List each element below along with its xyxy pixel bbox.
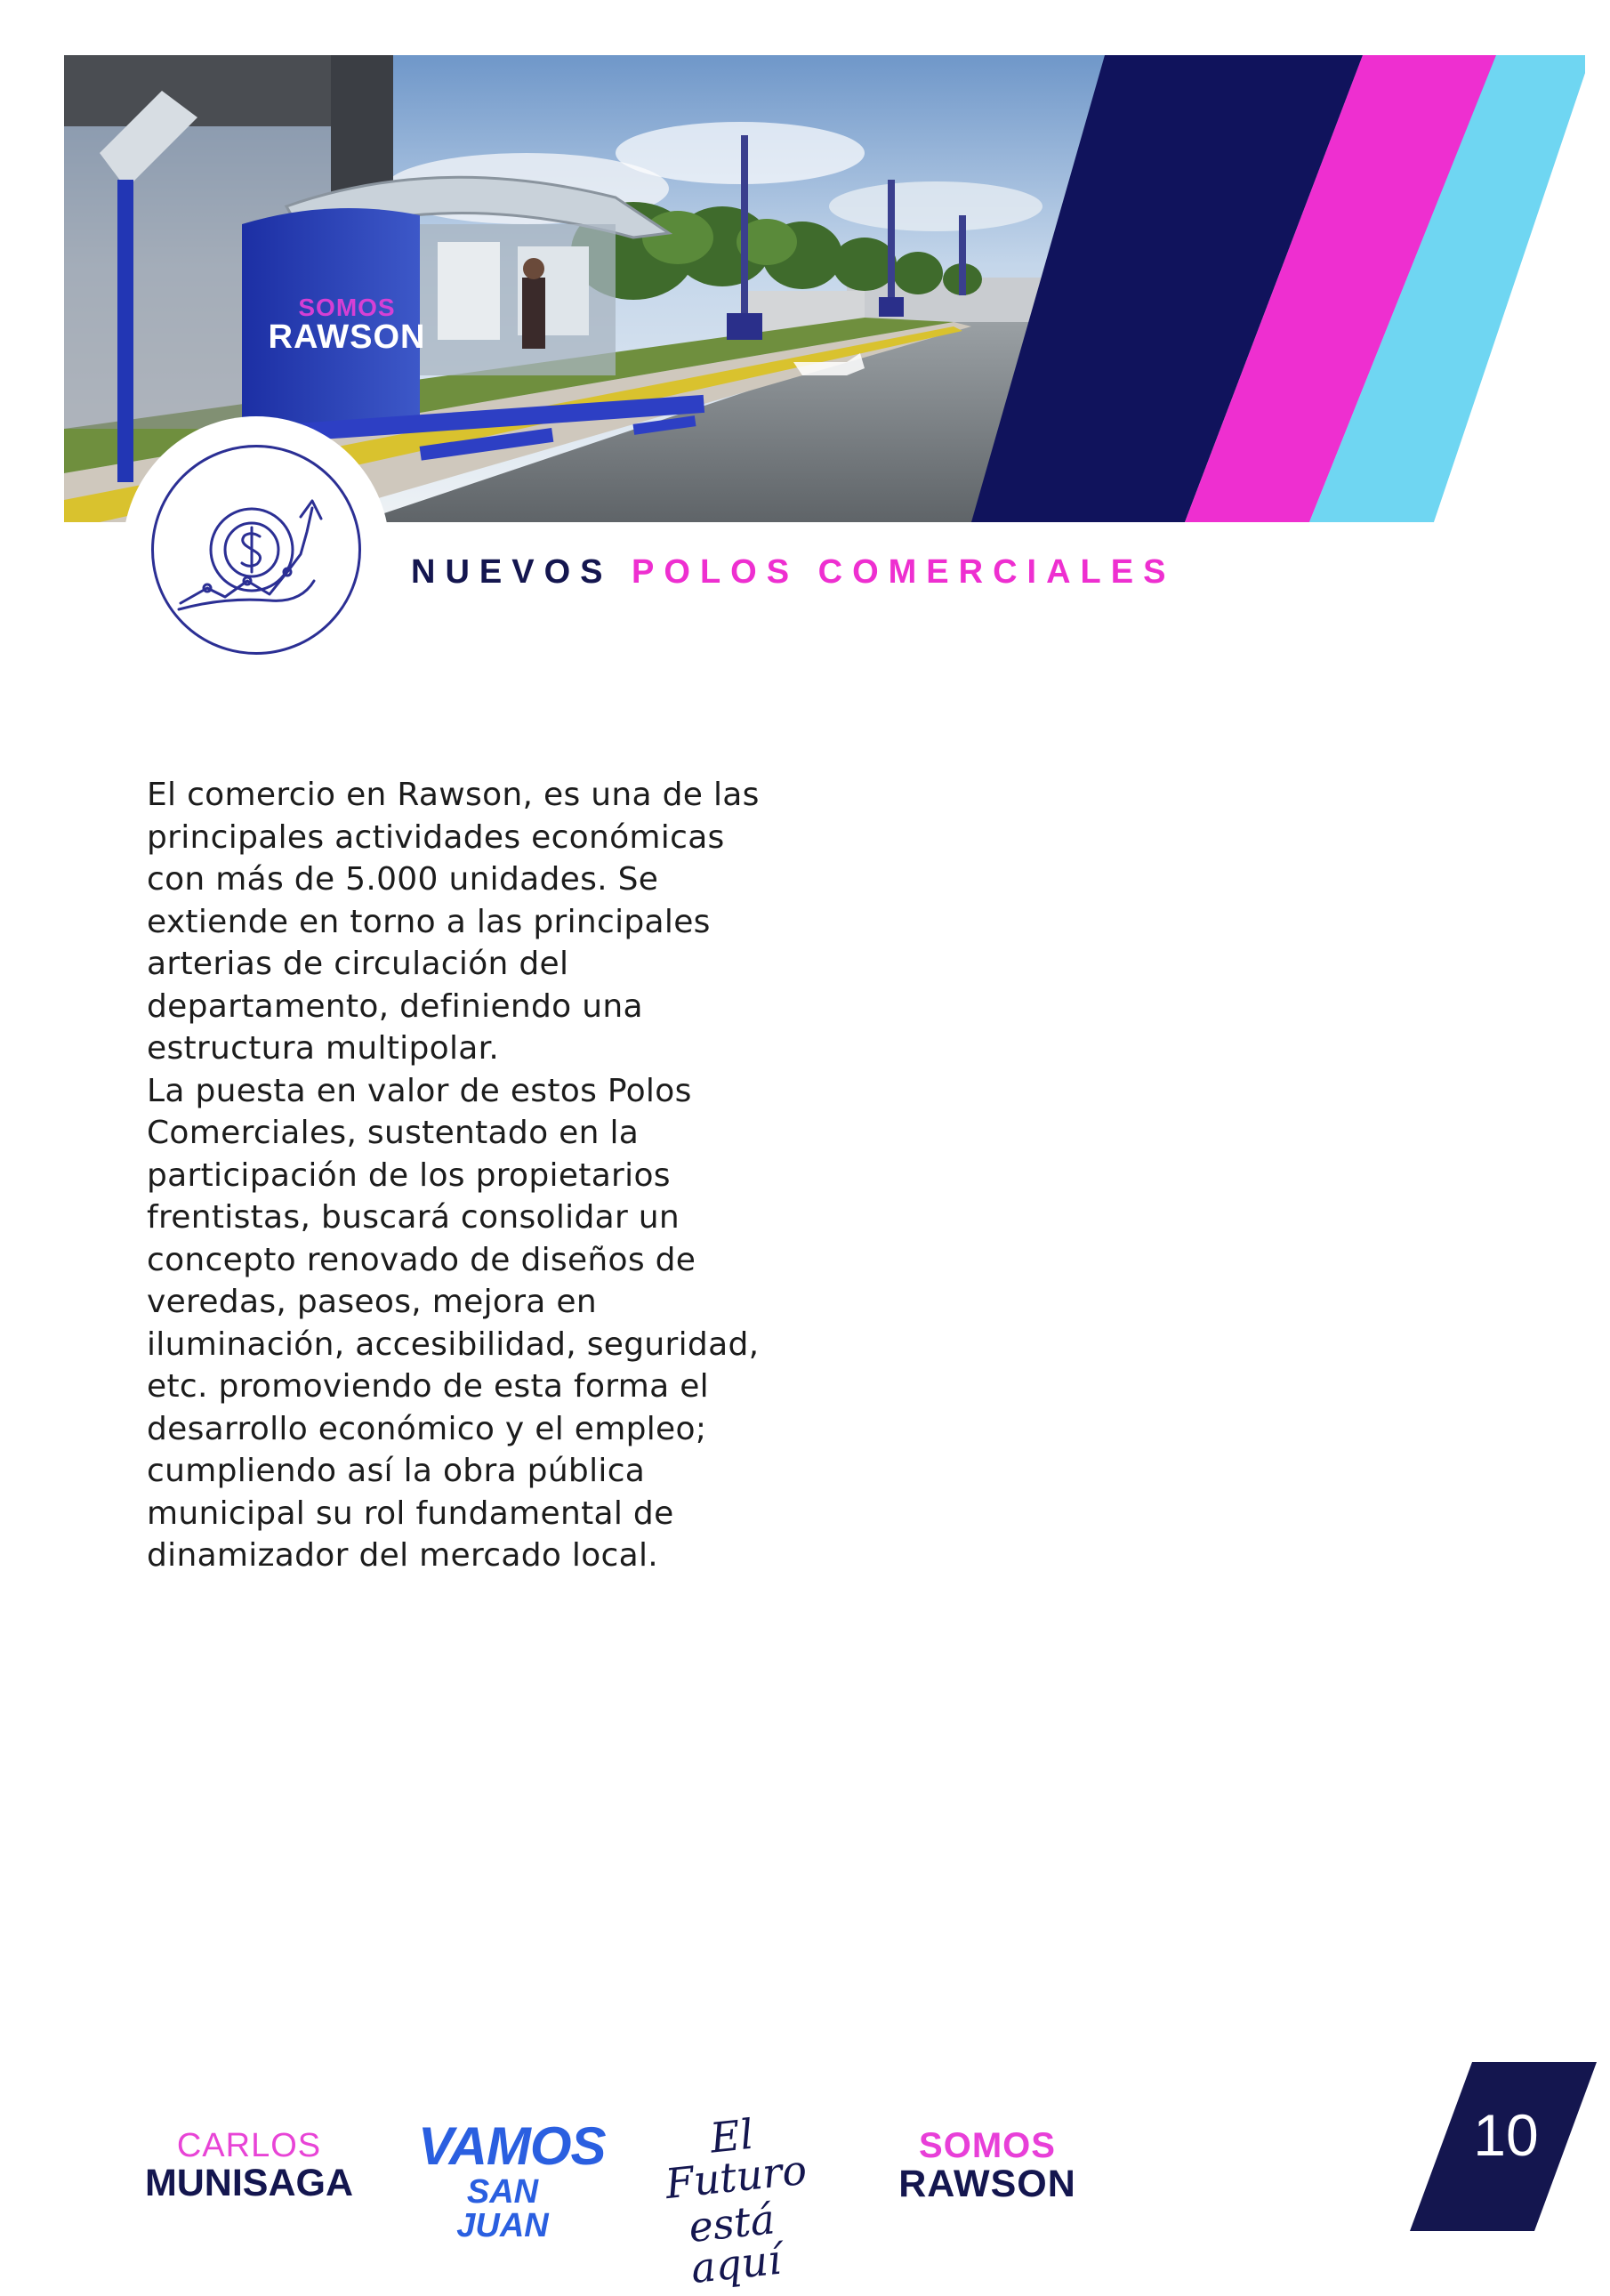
logo-futuro-line1: El Futuro bbox=[663, 2109, 809, 2209]
logo-futuro-line2: está aquí bbox=[686, 2195, 784, 2293]
logo-el-futuro bbox=[658, 2109, 809, 2293]
sign-line2: RAWSON bbox=[268, 318, 426, 356]
logo-somos-rawson bbox=[885, 2128, 1090, 2203]
logo-carlos-line2: MUNISAGA bbox=[144, 2162, 354, 2204]
logo-vamos-line1: VAMOS bbox=[418, 2116, 606, 2176]
body-text bbox=[147, 774, 787, 1577]
paragraph-2: La puesta en valor de estos Polos Comerciales, sustentado en la participación de los propietarios frentistas, buscará consolidar un concepto renovado de diseños de veredas, paseos, mejora en iluminación, accesibilidad, seguridad, etc. promoviendo de esta forma el desarrollo económico y el empleo; cumpliendo así la obra pública municipal su rol fundamental de dinamizador del mercado local. bbox=[147, 1072, 760, 1574]
logo-somos-line2: RAWSON bbox=[898, 2163, 1076, 2205]
logo-carlos-munisaga bbox=[133, 2129, 365, 2203]
sign-line1: SOMOS bbox=[298, 294, 396, 321]
dollar-growth-icon bbox=[154, 447, 358, 652]
logo-carlos-line1: CARLOS bbox=[176, 2127, 322, 2164]
logo-vamos-line2: SAN JUAN bbox=[456, 2173, 549, 2244]
section-heading bbox=[411, 553, 1175, 592]
logo-somos-line1: SOMOS bbox=[919, 2126, 1056, 2165]
paragraph-1: El comercio en Rawson, es una de las principales actividades económicas con más de 5.000 unidades. Se extiende en torno a las principales arterias de circulación del departamento, definiendo una estructura multipolar. bbox=[147, 777, 760, 1067]
bus-stop-sign bbox=[267, 295, 427, 354]
page-number: 10 bbox=[1473, 2102, 1539, 2168]
heading-word-2: POLOS COMERCIALES bbox=[632, 553, 1176, 591]
section-badge bbox=[151, 445, 361, 655]
heading-word-1: NUEVOS bbox=[411, 553, 613, 591]
logo-vamos-san-juan bbox=[418, 2116, 606, 2244]
